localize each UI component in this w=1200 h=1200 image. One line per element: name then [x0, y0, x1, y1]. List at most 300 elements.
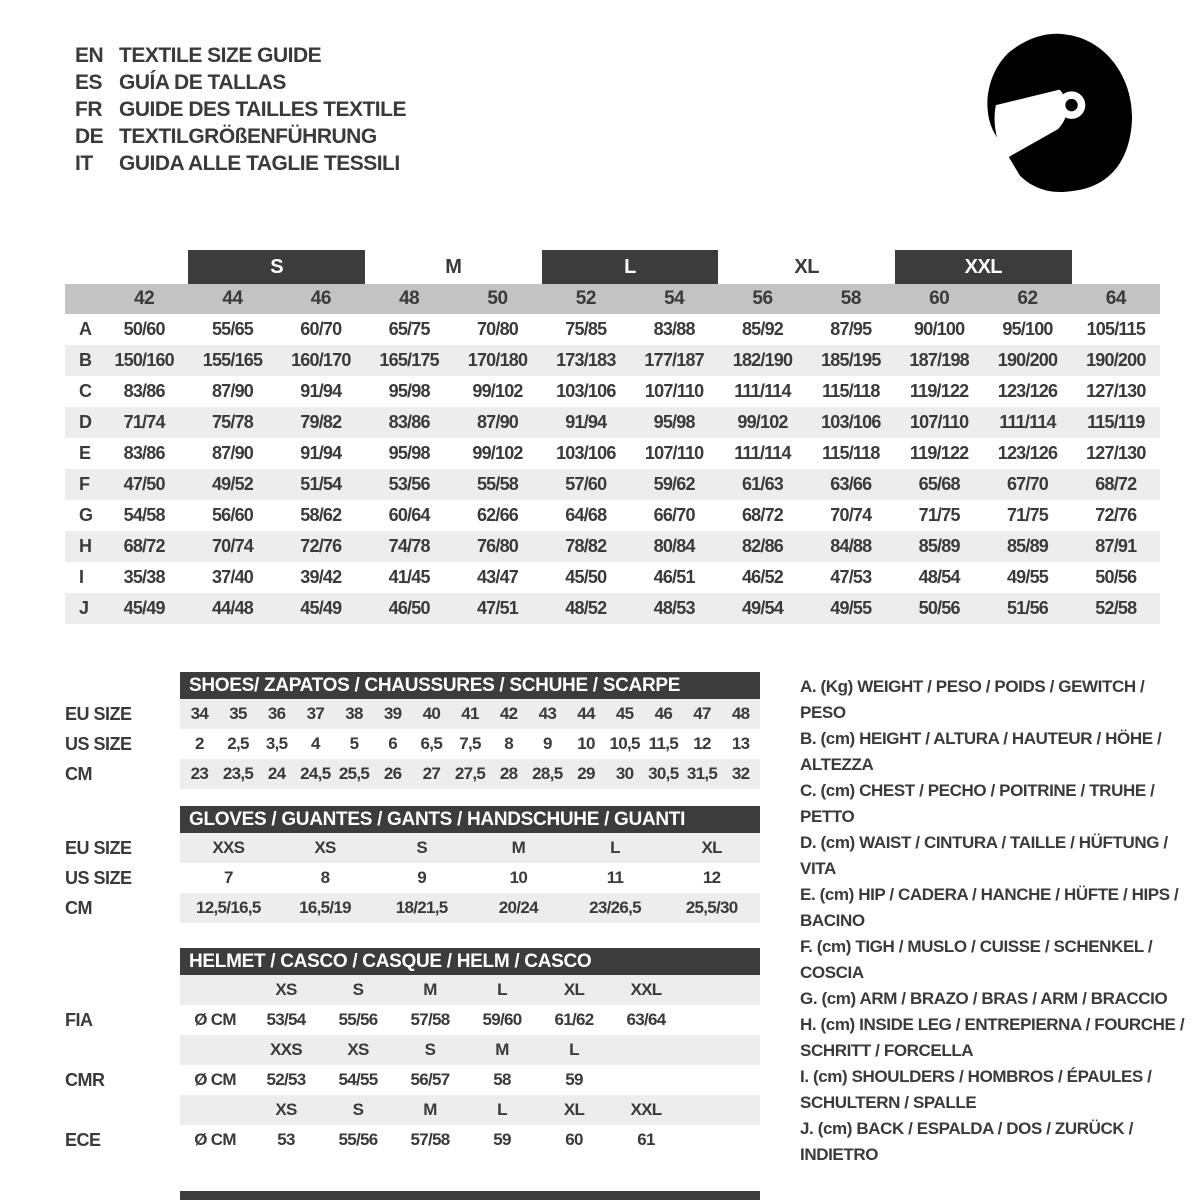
table-cell: 48/53: [653, 598, 695, 618]
table-cell: 25,5/30: [685, 898, 738, 917]
table-row: [65, 500, 1160, 531]
table-cell: 61/62: [554, 1010, 594, 1029]
numeric-size: 48: [399, 288, 420, 309]
row-cells: [180, 729, 760, 759]
helmet-size-cell: XS: [275, 980, 297, 999]
helmet-section: [65, 948, 770, 1155]
helmet-size-cell: [610, 1035, 682, 1065]
table-cell: XS: [314, 838, 336, 857]
table-cell: 58/62: [300, 505, 342, 525]
table-cell: 47/53: [830, 567, 872, 587]
table-cell: 2: [194, 734, 204, 753]
legend-item: C. (cm) CHEST / PECHO / POITRINE / TRUHE / PETTO: [800, 781, 1155, 826]
table-cell: 47/50: [123, 474, 165, 494]
table-row: [65, 759, 770, 789]
table-cell: 85/92: [741, 319, 784, 339]
table-cell: [180, 1035, 250, 1065]
table-row: [65, 1095, 770, 1125]
table-cell: 6: [388, 734, 398, 753]
table-cell: 78/82: [565, 536, 607, 556]
table-cell: 190/200: [1086, 350, 1146, 370]
table-cell: 71/75: [1006, 505, 1049, 525]
row-letter: C: [79, 381, 92, 401]
table-cell: 57/58: [410, 1130, 450, 1149]
table-cell: 31,5: [686, 764, 718, 783]
table-cell: 27,5: [454, 764, 486, 783]
language-row: [75, 42, 406, 69]
table-cell: 29: [577, 764, 595, 783]
row-letter: G: [79, 505, 94, 525]
numeric-size-row: [65, 284, 1160, 314]
table-cell: 42: [499, 704, 518, 723]
helmet-size-cell: XXS: [270, 1040, 302, 1059]
table-cell: 6,5: [420, 734, 443, 753]
table-cell: 84/88: [830, 536, 872, 556]
table-cell: 83/86: [123, 443, 165, 463]
row-letter: B: [79, 350, 92, 370]
table-cell: 60: [565, 1130, 583, 1149]
helmet-size-cell: S: [352, 1100, 364, 1119]
table-row: [65, 1125, 770, 1155]
legend-item: I. (cm) SHOULDERS / HOMBROS / ÉPAULES / SCHULTERN / SPALLE: [800, 1067, 1152, 1112]
language-title-block: [75, 42, 406, 177]
table-cell: 23/26,5: [589, 898, 641, 917]
table-cell: 48: [731, 704, 750, 723]
size-band-label: L: [542, 250, 719, 284]
row-cells: [180, 1065, 760, 1095]
table-cell: 45/50: [565, 567, 607, 587]
row-letter: I: [79, 567, 85, 587]
helmet-size-cell: XXL: [630, 1100, 662, 1119]
table-cell: 70/74: [830, 505, 872, 525]
helmet-size-cell: XL: [563, 980, 585, 999]
table-cell: [180, 975, 250, 1005]
helmet-size-cell: XS: [347, 1040, 369, 1059]
numeric-size: 50: [487, 288, 508, 309]
table-cell: 83/86: [388, 412, 430, 432]
standard-label: ECE: [65, 1129, 101, 1150]
table-cell: XXS: [212, 838, 245, 857]
helmet-size-cell: M: [423, 1100, 437, 1119]
language-code: FR: [75, 97, 102, 121]
table-row: [65, 863, 770, 893]
cutoff-section-bar: [180, 1191, 760, 1200]
table-cell: 111/114: [734, 381, 791, 401]
table-cell: 123/126: [997, 443, 1058, 463]
helmet-size-cell: S: [424, 1040, 436, 1059]
table-cell: 111/114: [734, 443, 791, 463]
table-cell: 5: [349, 734, 359, 753]
table-cell: 50/56: [1095, 567, 1137, 587]
table-cell: 18/21,5: [395, 898, 448, 917]
row-cells: [180, 1125, 760, 1155]
legend-item: G. (cm) ARM / BRAZO / BRAS / ARM / BRACCIO: [800, 989, 1168, 1008]
row-cells: [180, 833, 760, 863]
table-cell: 59/60: [482, 1010, 522, 1029]
table-cell: 160/170: [291, 350, 351, 370]
table-cell: 107/110: [644, 381, 704, 401]
table-cell: 55/65: [211, 319, 254, 339]
table-cell: M: [511, 838, 526, 857]
row-label: CM: [65, 897, 92, 918]
table-cell: 52/58: [1095, 598, 1137, 618]
table-cell: 55/56: [338, 1130, 378, 1149]
table-cell: 51/54: [300, 474, 342, 494]
table-row: [65, 438, 1160, 469]
table-cell: 16,5/19: [299, 898, 351, 917]
table-cell: 87/95: [830, 319, 872, 339]
table-cell: 170/180: [467, 350, 528, 370]
table-cell: 55/56: [338, 1010, 378, 1029]
table-cell: 75/78: [211, 412, 254, 432]
language-title: GUIDA ALLE TAGLIE TESSILI: [119, 151, 400, 175]
table-cell: 185/195: [821, 350, 881, 370]
row-label: CM: [65, 763, 92, 784]
row-cells: [180, 975, 760, 1005]
table-cell: 59: [493, 1130, 511, 1149]
table-cell: 67/70: [1006, 474, 1049, 494]
table-cell: 71/74: [123, 412, 165, 432]
table-cell: 46/52: [741, 567, 784, 587]
table-cell: 51/56: [1006, 598, 1049, 618]
table-cell: 63/66: [830, 474, 872, 494]
table-cell: 99/102: [472, 443, 523, 463]
row-cells: [180, 1005, 760, 1035]
table-cell: 123/126: [997, 381, 1058, 401]
table-cell: 54/55: [338, 1070, 378, 1089]
language-code: IT: [75, 151, 93, 175]
table-cell: 10: [577, 734, 595, 753]
gloves-section: [65, 806, 770, 923]
language-row: [75, 69, 406, 96]
helmet-size-cell: XS: [275, 1100, 297, 1119]
diameter-label: Ø CM: [194, 1130, 236, 1149]
helmet-size-cell: L: [497, 980, 507, 999]
apparel-table-body: [65, 314, 1160, 624]
helmet-table: [65, 975, 770, 1155]
table-cell: 43/47: [476, 567, 519, 587]
numeric-size: 60: [929, 288, 950, 309]
table-cell: 34: [190, 704, 209, 723]
table-cell: 115/118: [822, 381, 880, 401]
table-row: [65, 531, 1160, 562]
table-row: [65, 469, 1160, 500]
helmet-size-cell: L: [497, 1100, 507, 1119]
table-cell: 39/42: [300, 567, 342, 587]
numeric-size: 54: [664, 288, 685, 309]
table-row: [65, 833, 770, 863]
diameter-label: Ø CM: [194, 1010, 236, 1029]
table-cell: 23: [190, 764, 209, 783]
row-label: US SIZE: [65, 867, 132, 888]
row-letter: H: [79, 536, 92, 556]
table-cell: 30,5: [648, 764, 679, 783]
size-band-row: [65, 250, 1160, 284]
table-cell: 119/122: [909, 443, 969, 463]
table-cell: 115/118: [822, 443, 880, 463]
table-cell: 90/100: [914, 319, 965, 339]
table-cell: 57/60: [565, 474, 607, 494]
table-cell: 48/54: [918, 567, 960, 587]
table-cell: 45/49: [300, 598, 342, 618]
row-cells: [180, 699, 760, 729]
table-cell: 37/40: [211, 567, 254, 587]
numeric-size: 64: [1105, 288, 1126, 309]
table-cell: 10,5: [609, 734, 640, 753]
apparel-size-table: [65, 250, 1160, 624]
row-cells: [180, 1035, 760, 1065]
table-cell: 68/72: [741, 505, 784, 525]
numeric-size: 46: [310, 288, 331, 309]
table-cell: 85/89: [1006, 536, 1049, 556]
table-cell: 24,5: [300, 764, 331, 783]
table-cell: 35/38: [123, 567, 165, 587]
shoes-section: [65, 672, 770, 789]
table-cell: 4: [310, 734, 320, 753]
table-cell: 74/78: [388, 536, 430, 556]
table-row: [65, 699, 770, 729]
corner-cell: [65, 284, 100, 314]
table-cell: 11,5: [648, 734, 678, 753]
table-cell: 61/63: [741, 474, 784, 494]
table-cell: 65/68: [918, 474, 960, 494]
table-cell: 59: [565, 1070, 583, 1089]
standard-label: FIA: [65, 1009, 93, 1030]
row-letter: D: [79, 412, 92, 432]
table-cell: 68/72: [123, 536, 165, 556]
table-cell: 57/58: [410, 1010, 450, 1029]
table-cell: 64/68: [565, 505, 607, 525]
table-cell: 95/98: [653, 412, 695, 432]
helmet-header: HELMET / CASCO / CASQUE / HELM / CASCO: [180, 948, 760, 975]
table-cell: 46/50: [388, 598, 430, 618]
table-cell: 9: [542, 734, 552, 753]
table-cell: 56/57: [410, 1070, 450, 1089]
table-cell: 39: [383, 704, 402, 723]
table-row: [65, 376, 1160, 407]
table-cell: 76/80: [476, 536, 519, 556]
table-cell: 49/52: [211, 474, 254, 494]
table-cell: 7: [223, 868, 233, 887]
table-cell: 50/60: [123, 319, 165, 339]
helmet-size-cell: M: [423, 980, 437, 999]
table-cell: 43: [538, 704, 557, 723]
table-cell: 49/55: [1006, 567, 1049, 587]
table-cell: 55/58: [476, 474, 519, 494]
table-cell: 47: [693, 704, 711, 723]
table-cell: 25,5: [338, 764, 370, 783]
table-cell: 65/75: [388, 319, 430, 339]
table-cell: 105/115: [1086, 319, 1146, 339]
language-title: GUÍA DE TALLAS: [119, 70, 286, 94]
numeric-size: 42: [134, 288, 155, 309]
legend-item: H. (cm) INSIDE LEG / ENTREPIERNA / FOURCHE / SCHRITT / FORCELLA: [800, 1015, 1185, 1060]
table-cell: 46/51: [653, 567, 695, 587]
legend-item: A. (Kg) WEIGHT / PESO / POIDS / GEWITCH / PESO: [800, 677, 1145, 722]
language-row: [75, 150, 406, 177]
table-cell: 107/110: [909, 412, 969, 432]
numeric-size: 52: [575, 288, 596, 309]
table-row: [65, 1005, 770, 1035]
table-cell: 79/82: [300, 412, 342, 432]
language-title: GUIDE DES TAILLES TEXTILE: [119, 97, 406, 121]
table-cell: 46: [654, 704, 673, 723]
row-label: [65, 1095, 180, 1125]
table-cell: 103/106: [556, 443, 616, 463]
table-cell: 87/91: [1095, 536, 1137, 556]
table-cell: 61: [637, 1130, 655, 1149]
table-row: [65, 562, 1160, 593]
table-cell: 83/88: [653, 319, 695, 339]
table-cell: 63/64: [626, 1010, 666, 1029]
numeric-size: 56: [752, 288, 773, 309]
table-cell: 115/119: [1087, 412, 1145, 432]
row-label: US SIZE: [65, 733, 132, 754]
legend-item: D. (cm) WAIST / CINTURA / TAILLE / HÜFTUNG / VITA: [800, 833, 1168, 878]
size-band-label: XXL: [895, 250, 1072, 284]
table-cell: 52/53: [266, 1070, 306, 1089]
language-code: EN: [75, 43, 104, 67]
table-cell: 24: [267, 764, 286, 783]
row-label: EU SIZE: [65, 837, 132, 858]
table-cell: 28,5: [532, 764, 563, 783]
table-cell: 107/110: [644, 443, 704, 463]
helmet-size-cell: XL: [563, 1100, 585, 1119]
table-cell: 150/160: [114, 350, 174, 370]
table-cell: 59/62: [653, 474, 695, 494]
table-cell: 53: [277, 1130, 295, 1149]
row-label: [65, 1035, 180, 1065]
table-cell: 10: [509, 868, 528, 887]
table-cell: 91/94: [300, 381, 342, 401]
table-cell: 95/98: [388, 381, 430, 401]
table-cell: 95/100: [1002, 319, 1053, 339]
row-cells: [180, 1095, 760, 1125]
table-cell: 190/200: [997, 350, 1058, 370]
table-cell: 83/86: [123, 381, 165, 401]
table-cell: 11: [606, 868, 624, 887]
table-cell: 187/198: [909, 350, 969, 370]
table-row: [65, 893, 770, 923]
table-cell: 103/106: [821, 412, 881, 432]
table-cell: 9: [417, 868, 427, 887]
table-cell: L: [610, 838, 620, 857]
table-cell: 41: [461, 704, 479, 723]
table-cell: 53/56: [388, 474, 430, 494]
table-cell: 82/86: [741, 536, 784, 556]
language-code: DE: [75, 124, 104, 148]
table-cell: 127/130: [1086, 381, 1146, 401]
table-cell: 36: [267, 704, 286, 723]
table-cell: 49/54: [741, 598, 784, 618]
shoes-header: SHOES/ ZAPATOS / CHAUSSURES / SCHUHE / SCARPE: [180, 672, 760, 699]
table-cell: 54/58: [123, 505, 165, 525]
table-cell: 87/90: [211, 443, 254, 463]
language-row: [75, 123, 406, 150]
legend-item: J. (cm) BACK / ESPALDA / DOS / ZURÜCK / INDIETRO: [800, 1119, 1133, 1164]
table-row: [65, 975, 770, 1005]
table-cell: 23,5: [222, 764, 254, 783]
table-cell: 40: [422, 704, 441, 723]
table-cell: 182/190: [732, 350, 793, 370]
table-cell: 32: [731, 764, 750, 783]
table-cell: 48/52: [565, 598, 607, 618]
table-cell: 12: [702, 868, 721, 887]
table-cell: 70/74: [211, 536, 254, 556]
table-cell: 35: [229, 704, 247, 723]
table-cell: 87/90: [211, 381, 254, 401]
table-cell: 44: [577, 704, 595, 723]
row-letter: E: [79, 443, 92, 463]
table-cell: 71/75: [918, 505, 960, 525]
row-letter: A: [79, 319, 92, 339]
table-cell: 56/60: [211, 505, 254, 525]
table-cell: 30: [615, 764, 634, 783]
table-cell: 38: [345, 704, 363, 723]
table-cell: 7,5: [459, 734, 481, 753]
table-cell: 72/76: [1095, 505, 1137, 525]
table-cell: 155/165: [202, 350, 263, 370]
table-cell: 12: [693, 734, 711, 753]
table-cell: 44/48: [211, 598, 254, 618]
table-cell: 3,5: [265, 734, 288, 753]
helmet-size-cell: S: [352, 980, 364, 999]
language-title: TEXTILE SIZE GUIDE: [119, 43, 322, 67]
table-row: [65, 1035, 770, 1065]
standard-label: CMR: [65, 1069, 105, 1090]
helmet-size-cell: M: [495, 1040, 509, 1059]
table-cell: 111/114: [999, 412, 1056, 432]
helmet-size-cell: XXL: [630, 980, 662, 999]
table-cell: 26: [383, 764, 402, 783]
table-cell: 12,5/16,5: [196, 898, 261, 917]
table-cell: 60/64: [388, 505, 430, 525]
row-cells: [180, 893, 760, 923]
table-cell: 95/98: [388, 443, 430, 463]
table-cell: 8: [320, 868, 330, 887]
table-cell: 53/54: [266, 1010, 306, 1029]
table-cell: 72/76: [300, 536, 342, 556]
table-cell: 28: [499, 764, 518, 783]
table-cell: 127/130: [1086, 443, 1146, 463]
table-cell: 58: [493, 1070, 511, 1089]
table-cell: 99/102: [737, 412, 788, 432]
legend-item: B. (cm) HEIGHT / ALTURA / HAUTEUR / HÖHE / ALTEZZA: [800, 729, 1162, 774]
size-band-label: S: [188, 250, 365, 284]
measurement-legend: [800, 674, 1192, 1168]
numeric-size: 58: [840, 288, 861, 309]
row-letter: J: [79, 598, 90, 618]
table-cell: 91/94: [565, 412, 607, 432]
table-cell: 45/49: [123, 598, 165, 618]
language-title: TEXTILGRÖßENFÜHRUNG: [119, 124, 377, 148]
row-letter: F: [79, 474, 90, 494]
table-cell: 85/89: [918, 536, 960, 556]
table-cell: 119/122: [909, 381, 969, 401]
diameter-label: Ø CM: [194, 1070, 236, 1089]
numeric-size: 62: [1017, 288, 1038, 309]
table-row: [65, 729, 770, 759]
numeric-size: 44: [222, 288, 243, 309]
table-cell: 80/84: [653, 536, 695, 556]
table-cell: 27: [422, 764, 441, 783]
language-code: ES: [75, 70, 103, 94]
table-cell: 45: [615, 704, 634, 723]
table-cell: 2,5: [227, 734, 249, 753]
table-cell: [610, 1065, 682, 1095]
row-label: EU SIZE: [65, 703, 132, 724]
table-cell: XL: [701, 838, 722, 857]
